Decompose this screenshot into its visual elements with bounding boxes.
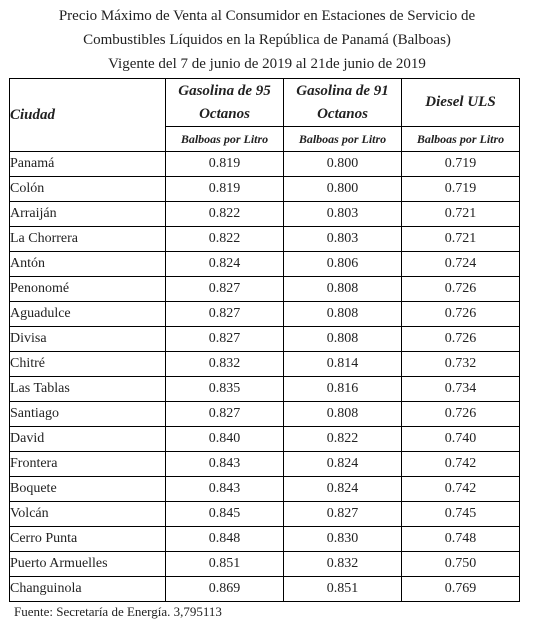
gasolina-95-cell: 0.869 [166, 577, 284, 602]
gasolina-95-cell: 0.851 [166, 552, 284, 577]
city-cell: Antón [10, 252, 166, 277]
city-cell: Cerro Punta [10, 527, 166, 552]
gasolina-95-cell: 0.827 [166, 327, 284, 352]
gasolina-95-cell: 0.845 [166, 502, 284, 527]
gasolina-91-cell: 0.808 [284, 277, 402, 302]
diesel-uls-cell: 0.745 [402, 502, 520, 527]
gasolina-91-cell: 0.808 [284, 302, 402, 327]
source-note: Fuente: Secretaría de Energía. 3,795113 [14, 604, 222, 619]
gasolina-95-cell: 0.843 [166, 477, 284, 502]
gasolina-95-cell: 0.848 [166, 527, 284, 552]
header-gasolina-91: Gasolina de 91 Octanos [284, 79, 402, 127]
diesel-uls-cell: 0.734 [402, 377, 520, 402]
city-cell: Volcán [10, 502, 166, 527]
city-cell: Puerto Armuelles [10, 552, 166, 577]
table-row [10, 402, 520, 427]
unit-diesel-uls: Balboas por Litro [402, 127, 520, 152]
gasolina-95-cell: 0.827 [166, 402, 284, 427]
gasolina-95-cell: 0.840 [166, 427, 284, 452]
table-row [10, 252, 520, 277]
title-line-3: Vigente del 7 de junio de 2019 al 21de junio de 2019 [108, 56, 426, 72]
fuel-price-table [9, 78, 520, 602]
city-cell: Panamá [10, 152, 166, 177]
diesel-uls-cell: 0.742 [402, 452, 520, 477]
city-cell: Las Tablas [10, 377, 166, 402]
gasolina-95-cell: 0.827 [166, 302, 284, 327]
header-city: Ciudad [10, 79, 166, 152]
gasolina-91-cell: 0.827 [284, 502, 402, 527]
table-row [10, 152, 520, 177]
document-title [0, 4, 534, 76]
gasolina-91-cell: 0.800 [284, 177, 402, 202]
city-cell: Boquete [10, 477, 166, 502]
table-row [10, 577, 520, 602]
diesel-uls-cell: 0.732 [402, 352, 520, 377]
table-row [10, 552, 520, 577]
table-row [10, 227, 520, 252]
diesel-uls-cell: 0.719 [402, 177, 520, 202]
city-cell: David [10, 427, 166, 452]
table-row [10, 477, 520, 502]
city-cell: Chitré [10, 352, 166, 377]
gasolina-95-cell: 0.822 [166, 202, 284, 227]
gasolina-91-cell: 0.814 [284, 352, 402, 377]
unit-gasolina-95: Balboas por Litro [166, 127, 284, 152]
gasolina-91-cell: 0.808 [284, 402, 402, 427]
diesel-uls-cell: 0.769 [402, 577, 520, 602]
header-diesel-uls: Diesel ULS [402, 79, 520, 127]
city-cell: Santiago [10, 402, 166, 427]
gasolina-95-cell: 0.824 [166, 252, 284, 277]
city-cell: Aguadulce [10, 302, 166, 327]
title-line-2: Combustibles Líquidos en la República de Panamá (Balboas) [83, 32, 451, 48]
city-cell: Arraiján [10, 202, 166, 227]
diesel-uls-cell: 0.724 [402, 252, 520, 277]
diesel-uls-cell: 0.719 [402, 152, 520, 177]
gasolina-91-cell: 0.830 [284, 527, 402, 552]
table-row [10, 177, 520, 202]
gasolina-95-cell: 0.835 [166, 377, 284, 402]
diesel-uls-cell: 0.726 [402, 327, 520, 352]
gasolina-91-cell: 0.832 [284, 552, 402, 577]
city-cell: Frontera [10, 452, 166, 477]
diesel-uls-cell: 0.726 [402, 402, 520, 427]
table-row [10, 502, 520, 527]
gasolina-91-cell: 0.803 [284, 227, 402, 252]
title-line-1: Precio Máximo de Venta al Consumidor en Estaciones de Servicio de [58, 8, 476, 24]
diesel-uls-cell: 0.726 [402, 302, 520, 327]
diesel-uls-cell: 0.726 [402, 277, 520, 302]
gasolina-91-cell: 0.851 [284, 577, 402, 602]
header-gasolina-95: Gasolina de 95 Octanos [166, 79, 284, 127]
table-row [10, 452, 520, 477]
gasolina-95-cell: 0.819 [166, 152, 284, 177]
gasolina-91-cell: 0.808 [284, 327, 402, 352]
table-row [10, 527, 520, 552]
table-body [10, 152, 520, 602]
gasolina-95-cell: 0.843 [166, 452, 284, 477]
city-cell: Penonomé [10, 277, 166, 302]
diesel-uls-cell: 0.748 [402, 527, 520, 552]
table-row [10, 277, 520, 302]
table-row [10, 302, 520, 327]
gasolina-91-cell: 0.806 [284, 252, 402, 277]
city-cell: Colón [10, 177, 166, 202]
diesel-uls-cell: 0.740 [402, 427, 520, 452]
gasolina-91-cell: 0.824 [284, 452, 402, 477]
table-row [10, 327, 520, 352]
gasolina-95-cell: 0.819 [166, 177, 284, 202]
table-row [10, 202, 520, 227]
city-cell: Changuinola [10, 577, 166, 602]
gasolina-95-cell: 0.827 [166, 277, 284, 302]
gasolina-91-cell: 0.803 [284, 202, 402, 227]
table-row [10, 352, 520, 377]
unit-gasolina-91: Balboas por Litro [284, 127, 402, 152]
diesel-uls-cell: 0.721 [402, 227, 520, 252]
city-cell: Divisa [10, 327, 166, 352]
gasolina-95-cell: 0.832 [166, 352, 284, 377]
city-cell: La Chorrera [10, 227, 166, 252]
table-row [10, 377, 520, 402]
diesel-uls-cell: 0.721 [402, 202, 520, 227]
gasolina-91-cell: 0.816 [284, 377, 402, 402]
diesel-uls-cell: 0.750 [402, 552, 520, 577]
gasolina-91-cell: 0.824 [284, 477, 402, 502]
diesel-uls-cell: 0.742 [402, 477, 520, 502]
gasolina-91-cell: 0.822 [284, 427, 402, 452]
table-row [10, 427, 520, 452]
header-row [10, 79, 520, 127]
gasolina-91-cell: 0.800 [284, 152, 402, 177]
gasolina-95-cell: 0.822 [166, 227, 284, 252]
